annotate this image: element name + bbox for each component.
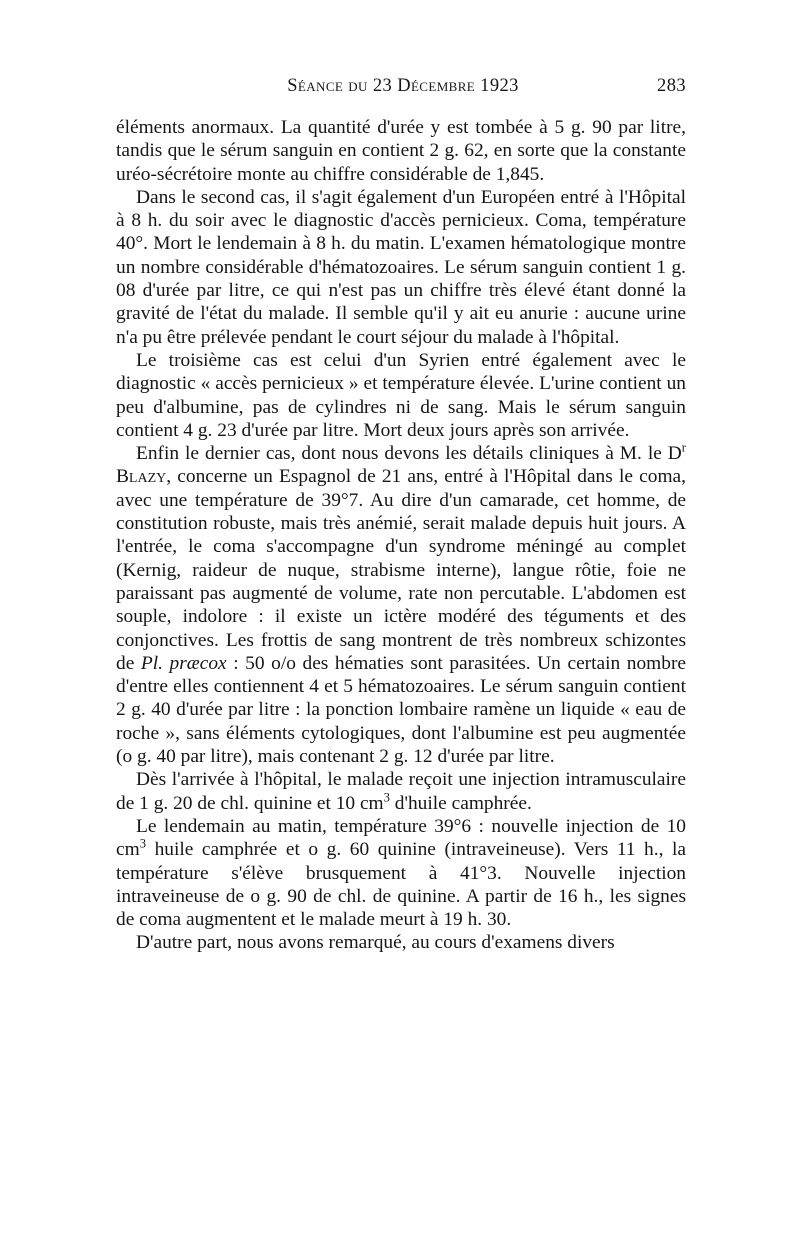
cubic-superscript: 3 — [383, 790, 390, 805]
paragraph-5-end: d'huile camphrée. — [389, 792, 532, 814]
paragraph-6-end: huile camphrée et o g. 60 quinine (intraveineuse). Vers 11 h., la température s'élève brusquement à 41°3. Nouvelle injection intraveineuse de o g. 90 de chl. de quinine. A partir de 16 h., les signes de coma augmentent et le malade meurt à 19 h. 30. — [116, 839, 686, 931]
running-header — [120, 76, 686, 102]
species-name: Pl. præcox — [140, 652, 227, 674]
paragraph-2: Dans le second cas, il s'agit également d'un Européen entré à l'Hôpital à 8 h. du soir avec le diagnostic d'accès pernicieux. Coma, température 40°. Mort le lendemain à 8 h. du matin. L'examen hématologique montre un nombre considérable d'hématozoaires. Le sérum sanguin contient 1 g. 08 d'urée par litre, ce qui n'est pas un chiffre très élevé étant donné la gravité de l'état du malade. Il semble qu'il y ait eu anurie : aucune urine n'a pu être prélevée pendant le court séjour du malade à l'hôpital. — [116, 186, 686, 348]
paragraph-4-end: : 50 o/o des hématies sont parasitées. Un certain nombre d'entre elles contiennent 4 et 5 hématozoaires. Le sérum sanguin contient 2 g. 40 d'urée par litre : la ponction lombaire ramène un liquide « eau de roche », sans éléments cytologiques, dont l'albumine est peu augmentée (o g. 40 par litre), mais contenant 2 g. 12 d'urée par litre. — [116, 652, 687, 768]
paragraph-5-start: Dès l'arrivée à l'hôpital, le malade reçoit une injection intramusculaire de 1 g. 20 de chl. quinine et 10 cm — [116, 769, 686, 814]
body-text — [116, 116, 686, 955]
doctor-title-superscript: r — [681, 440, 686, 455]
paragraph-3: Le troisième cas est celui d'un Syrien entré également avec le diagnostic « accès pernicieux » et température élevée. L'urine contient un peu d'albumine, pas de cylindres ni de sang. Mais le sérum sanguin contient 4 g. 23 d'urée par litre. Mort deux jours après son arrivée. — [116, 349, 686, 441]
author-name: Blazy — [116, 466, 167, 488]
paragraph-4 — [116, 442, 686, 768]
paragraph-4-intro: Enfin le dernier cas, dont nous devons les détails cliniques à M. le D — [136, 443, 682, 465]
paragraph-5 — [116, 768, 686, 815]
page-number: 283 — [657, 76, 686, 96]
paragraph-6-start: Le lendemain au matin, température 39°6 : nouvelle injection de 10 cm — [116, 815, 686, 861]
paragraph-7: D'autre part, nous avons remarqué, au cours d'examens divers — [136, 932, 615, 954]
paragraph-1: éléments anormaux. La quantité d'urée y est tombée à 5 g. 90 par litre, tandis que le sérum sanguin en contient 2 g. 62, en sorte que la constante uréo-sécrétoire monte au chiffre considérable de 1,845. — [116, 117, 686, 185]
paragraph-6 — [116, 815, 686, 931]
paragraph-4-body: , concerne un Espagnol de 21 ans, entré à l'Hôpital dans le coma, avec une température de 39°7. Au dire d'un camarade, cet homme, de constitution robuste, mais très anémié, serait malade depuis huit jours. A l'entrée, le coma s'accompagne d'un syndrome méningé au complet (Kernig, raideur de nuque, strabisme interne), langue rôtie, foie ne paraissant pas augmenté de volume, rate non percutable. L'abdomen est souple, indolore : il existe un ictère modéré des téguments et des conjonctives. Les frottis de sang montrent de très nombreux schizontes de — [116, 466, 686, 674]
cubic-superscript: 3 — [139, 836, 147, 851]
header-title: Séance du 23 Décembre 1923 — [287, 76, 519, 96]
